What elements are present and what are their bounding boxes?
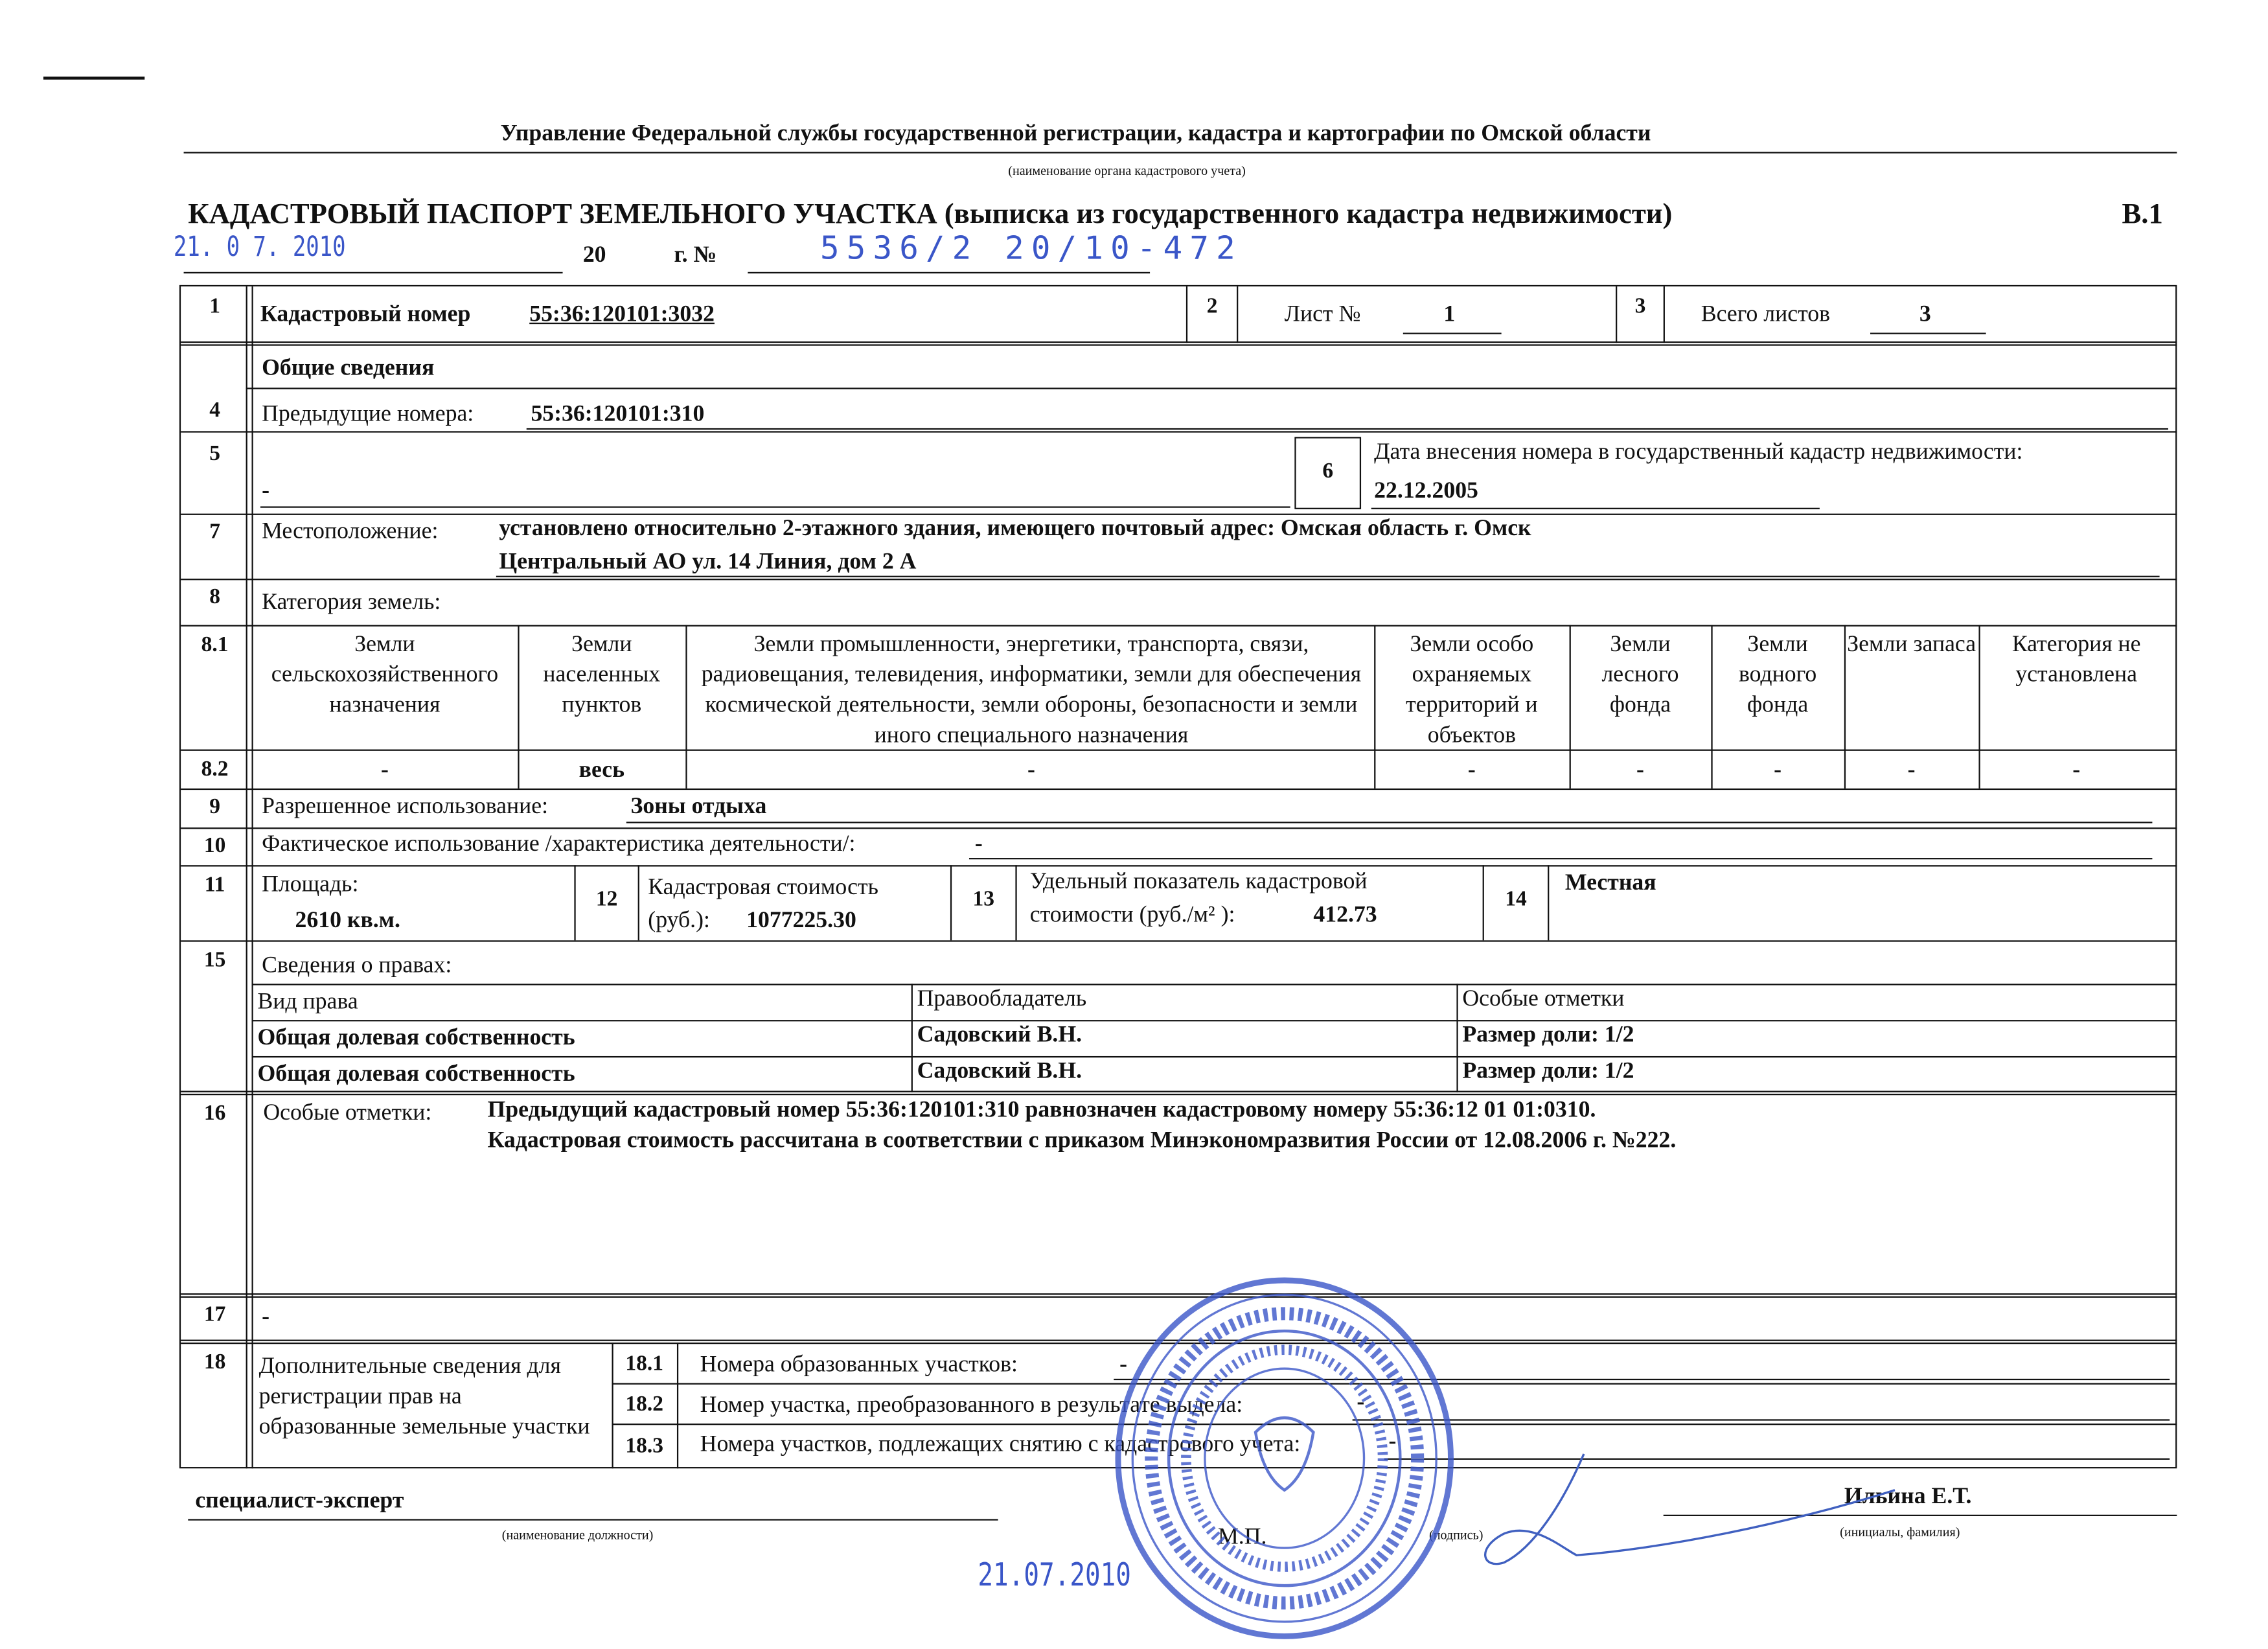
category-not-set: Категория не установлена	[2011, 632, 2141, 687]
row-number: 13	[950, 865, 1017, 940]
special-notes-label: Особые отметки:	[263, 1101, 432, 1126]
category-water: Земли водного фонда	[1738, 632, 1817, 718]
right-type: Общая долевая собственность	[257, 1061, 575, 1087]
row-number: 17	[203, 1303, 226, 1327]
rights-header-notes: Особые отметки	[1462, 986, 1625, 1011]
row-number: 2	[1186, 286, 1238, 343]
row-number: 16	[203, 1102, 226, 1126]
row5-value: -	[262, 479, 270, 504]
row-number: 18.1	[625, 1352, 664, 1376]
location-label: Местоположение:	[262, 519, 439, 544]
cadastral-cost-label: Кадастровая стоимость	[648, 875, 878, 900]
row-number: 18.3	[625, 1435, 664, 1459]
rights-header-type: Вид права	[257, 989, 358, 1015]
right-share: Размер доли: 1/2	[1462, 1022, 1634, 1048]
cadastral-number: 55:36:120101:3032	[529, 302, 715, 327]
right-holder: Садовский В.Н.	[917, 1059, 1082, 1084]
cadastral-number-label: Кадастровый номер	[260, 302, 471, 327]
row-number: 8.2	[201, 757, 229, 781]
right-share: Размер доли: 1/2	[1462, 1059, 1634, 1084]
category-value: -	[1027, 757, 1035, 783]
row-number: 11	[204, 873, 225, 897]
rights-header-holder: Правообладатель	[917, 986, 1087, 1011]
category-value: -	[1907, 757, 1916, 783]
category-value: -	[2072, 757, 2081, 783]
cadastral-cost: 1077225.30	[746, 908, 856, 934]
sheet-label: Лист №	[1284, 302, 1361, 327]
row-number: 7	[209, 520, 220, 544]
row-number: 18.2	[625, 1393, 664, 1416]
signer-position: специалист-эксперт	[195, 1488, 404, 1514]
category-settlements: Земли населенных пунктов	[543, 632, 661, 718]
special-notes-line2: Кадастровая стоимость рассчитана в соответствии с приказом Минэкономразвития России от 12.08.2006 г. №222.	[487, 1128, 1677, 1153]
special-notes-line1: Предыдущий кадастровый номер 55:36:120101:310 равнозначен кадастровому номеру 55:36:12 01 01:0310.	[487, 1098, 1596, 1123]
document-number: 5536/2 20/10-472	[819, 231, 1243, 268]
row-number: 4	[209, 399, 220, 422]
right-type: Общая долевая собственность	[257, 1026, 575, 1051]
specific-cost-label-unit: стоимости (руб./м² ):	[1029, 903, 1235, 928]
transformed-plot-value: -	[1357, 1390, 1365, 1415]
location-line1: установлено относительно 2-этажного здания, имеющего почтовый адрес: Омская область г. Омск	[499, 516, 1531, 542]
actual-use-label: Фактическое использование /характеристика деятельности/:	[262, 831, 856, 857]
category-value: -	[1774, 757, 1782, 783]
area-label: Площадь:	[262, 872, 359, 897]
section-general: Общие сведения	[262, 356, 435, 381]
date-stamp: 21. 0 7. 2010	[173, 231, 346, 264]
row-number: 14	[1483, 865, 1550, 940]
category-reserve: Земли запаса	[1847, 632, 1976, 657]
row-number: 10	[203, 835, 226, 859]
footer-date-stamp: 21.07.2010	[978, 1558, 1131, 1595]
previous-numbers-label: Предыдущие номера:	[262, 402, 474, 427]
registration-date-label: Дата внесения номера в государственный кадастр недвижимости:	[1374, 439, 2023, 465]
organ-caption: (наименование органа кадастрового учета)	[1008, 163, 1246, 178]
row-number: 3	[1616, 286, 1665, 343]
additional-info-label: Дополнительные сведения для регистрации прав на образованные земельные участки	[258, 1354, 590, 1440]
formed-plots-value: -	[1119, 1352, 1128, 1378]
row-number: 12	[574, 865, 639, 940]
removed-plots-value: -	[1388, 1429, 1397, 1454]
category-value: -	[380, 757, 389, 783]
row-number: 5	[209, 443, 220, 466]
row-number: 6	[1294, 437, 1361, 509]
total-sheets: 3	[1919, 302, 1931, 327]
category-protected: Земли особо охраняемых территорий и объектов	[1406, 632, 1538, 748]
registration-date: 22.12.2005	[1374, 479, 1478, 504]
organ-name: Управление Федеральной службы государственной регистрации, кадастра и картографии по Омской области	[500, 121, 1651, 146]
official-seal	[1099, 1273, 1476, 1649]
permitted-use-label: Разрешенное использование:	[262, 794, 549, 819]
permitted-use: Зоны отдыха	[630, 794, 767, 819]
date-line	[184, 272, 563, 273]
right-holder: Садовский В.Н.	[917, 1022, 1082, 1048]
position-caption: (наименование должности)	[501, 1527, 654, 1543]
seal-place: М.П.	[1218, 1525, 1267, 1550]
specific-cost-label: Удельный показатель кадастровой	[1029, 869, 1368, 894]
removed-plots-label: Номера участков, подлежащих снятию с кадастрового учета:	[700, 1432, 1301, 1457]
sheet-number: 1	[1443, 302, 1456, 327]
category-agricultural: Земли сельскохозяйственного назначения	[271, 632, 499, 718]
category-value: весь	[578, 757, 625, 783]
cadastral-cost-label-unit: (руб.):	[648, 908, 710, 934]
row-number: 9	[209, 796, 220, 819]
location-line2: Центральный АО ул. 14 Линия, дом 2 А	[499, 549, 917, 575]
rights-label: Сведения о правах:	[262, 953, 452, 978]
row-number: 15	[203, 949, 226, 973]
row-number: 8	[209, 586, 220, 610]
row-number: 18	[203, 1351, 226, 1375]
coordinate-system: Местная	[1564, 871, 1656, 896]
number-label: г. №	[674, 243, 717, 268]
row17-value: -	[262, 1304, 270, 1330]
category-value: -	[1636, 757, 1644, 783]
name-caption: (инициалы, фамилия)	[1840, 1525, 1960, 1539]
signature	[1447, 1447, 1909, 1577]
category-forest: Земли лесного фонда	[1601, 632, 1679, 718]
row-number: 1	[209, 295, 220, 319]
specific-cost: 412.73	[1313, 903, 1377, 928]
scan-mark	[43, 76, 144, 79]
previous-numbers: 55:36:120101:310	[531, 402, 705, 427]
transformed-plot-label: Номер участка, преобразованного в результате выдела:	[700, 1393, 1243, 1418]
divider	[184, 152, 2177, 153]
row-number: 8.1	[201, 633, 229, 657]
area-value: 2610 кв.м.	[295, 908, 400, 934]
land-category-label: Категория земель:	[262, 590, 441, 615]
formed-plots-label: Номера образованных участков:	[700, 1352, 1018, 1378]
actual-use: -	[974, 831, 983, 857]
signature-caption: (подпись)	[1429, 1527, 1483, 1543]
form-code: В.1	[2122, 198, 2163, 231]
number-line	[748, 272, 1150, 273]
total-sheets-label: Всего листов	[1701, 302, 1830, 327]
category-value: -	[1467, 757, 1476, 783]
signer-name: Ильина Е.Т.	[1844, 1484, 1972, 1509]
category-industrial: Земли промышленности, энергетики, транспорта, связи, радиовещания, телевидения, информатики, земли для обеспечения космической деятельности, земли обороны, безопасности и земли иного специального назначения	[701, 632, 1362, 748]
document-title: КАДАСТРОВЫЙ ПАСПОРТ ЗЕМЕЛЬНОГО УЧАСТКА (выписка из государственного кадастра недвижимости)	[188, 198, 1673, 231]
year-prefix: 20	[582, 243, 606, 268]
